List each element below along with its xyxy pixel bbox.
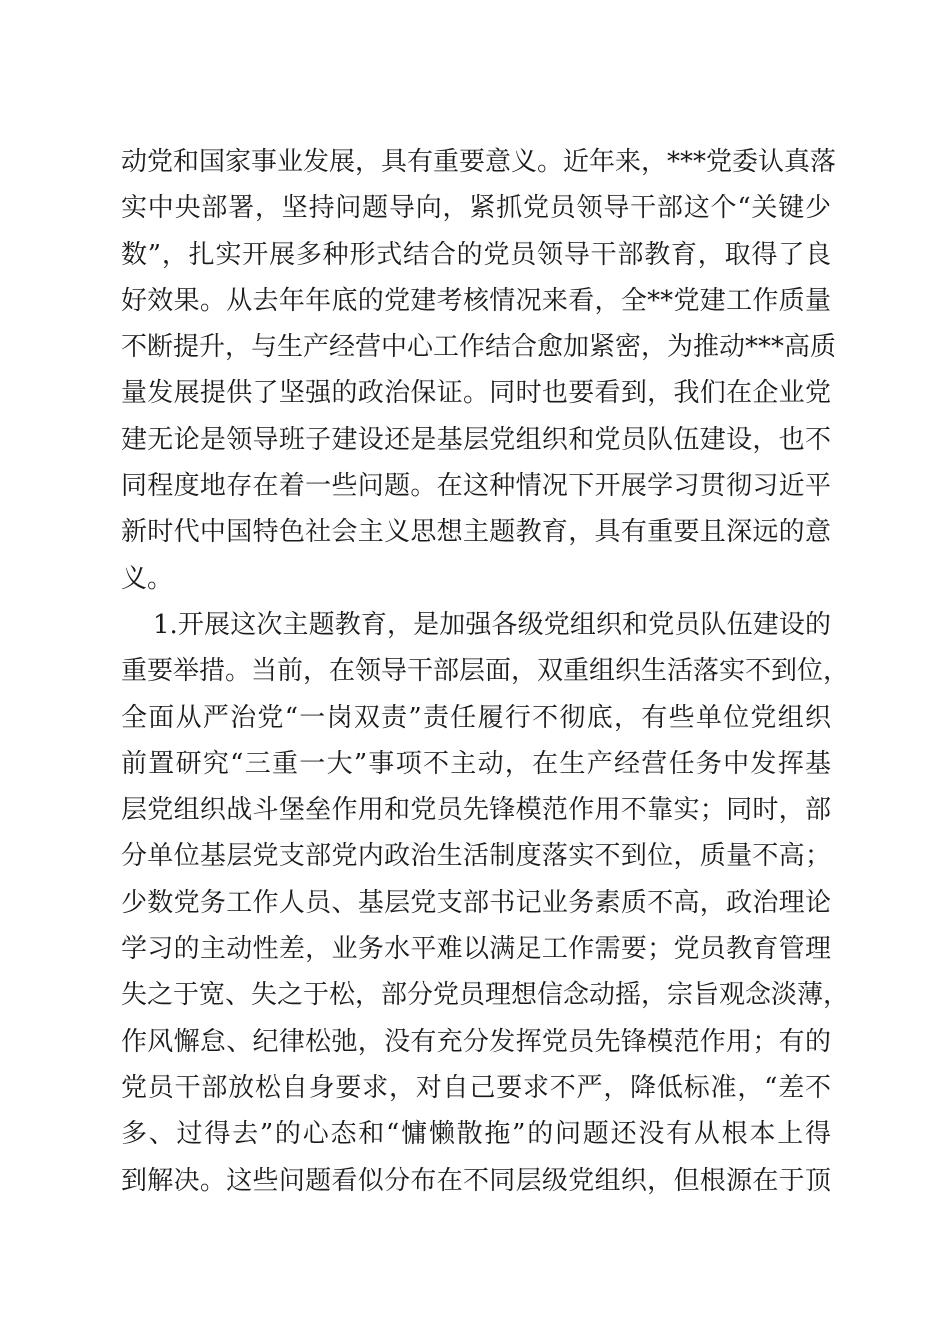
paragraph-line: 全面从严治党“一岗双责”责任履行不彻底，有些单位党组织 xyxy=(121,702,831,733)
paragraph-line: 失之于宽、失之于松，部分党员理想信念动摇，宗旨观念淡薄， xyxy=(121,980,850,1011)
paragraph-line: 量发展提供了坚强的政治保证。同时也要看到，我们在企业党 xyxy=(121,378,831,409)
paragraph-line: 同程度地存在着一些问题。在这种情况下开展学习贯彻习近平 xyxy=(121,471,831,502)
paragraph-line: 义。 xyxy=(121,563,174,594)
paragraph-line: 层党组织战斗堡垒作用和党员先锋模范作用不靠实；同时，部 xyxy=(121,795,831,826)
paragraph-line: 不断提升，与生产经营中心工作结合愈加紧密，为推动***高质 xyxy=(121,332,837,363)
paragraph-1 xyxy=(121,139,837,602)
paragraph-line: 重要举措。当前，在领导干部层面，双重组织生活落实不到位， xyxy=(121,656,850,687)
paragraph-2 xyxy=(121,602,850,1204)
paragraph-line: 实中央部署，坚持问题导向，紧抓党员领导干部这个“关键少 xyxy=(121,193,831,224)
paragraph-line: 党员干部放松自身要求，对自己要求不严，降低标准，“差不 xyxy=(121,1072,831,1103)
paragraph-line: 多、过得去”的心态和“慵懒散拖”的问题还没有从根本上得 xyxy=(121,1119,831,1150)
paragraph-line: 数”，扎实开展多种形式结合的党员领导干部教育，取得了良 xyxy=(121,239,831,270)
paragraph-line: 少数党务工作人员、基层党支部书记业务素质不高，政治理论 xyxy=(121,887,831,918)
document-body xyxy=(121,139,850,1204)
paragraph-line: 分单位基层党支部党内政治生活制度落实不到位，质量不高； xyxy=(121,841,831,872)
paragraph-line: 前置研究“三重一大”事项不主动，在生产经营任务中发挥基 xyxy=(121,748,831,779)
paragraph-line: 作风懈怠、纪律松弛，没有充分发挥党员先锋模范作用；有的 xyxy=(121,1026,831,1057)
paragraph-line: 新时代中国特色社会主义思想主题教育，具有重要且深远的意 xyxy=(121,517,831,548)
paragraph-line: 1.开展这次主题教育，是加强各级党组织和党员队伍建设的 xyxy=(153,609,831,640)
paragraph-line: 学习的主动性差，业务水平难以满足工作需要；党员教育管理 xyxy=(121,934,831,965)
paragraph-line: 好效果。从去年年底的党建考核情况来看，全**党建工作质量 xyxy=(121,285,831,316)
paragraph-line: 到解决。这些问题看似分布在不同层级党组织，但根源在于顶 xyxy=(121,1165,831,1196)
paragraph-line: 动党和国家事业发展，具有重要意义。近年来，***党委认真落 xyxy=(121,147,837,177)
paragraph-line: 建无论是领导班子建设还是基层党组织和党员队伍建设，也不 xyxy=(121,424,831,455)
